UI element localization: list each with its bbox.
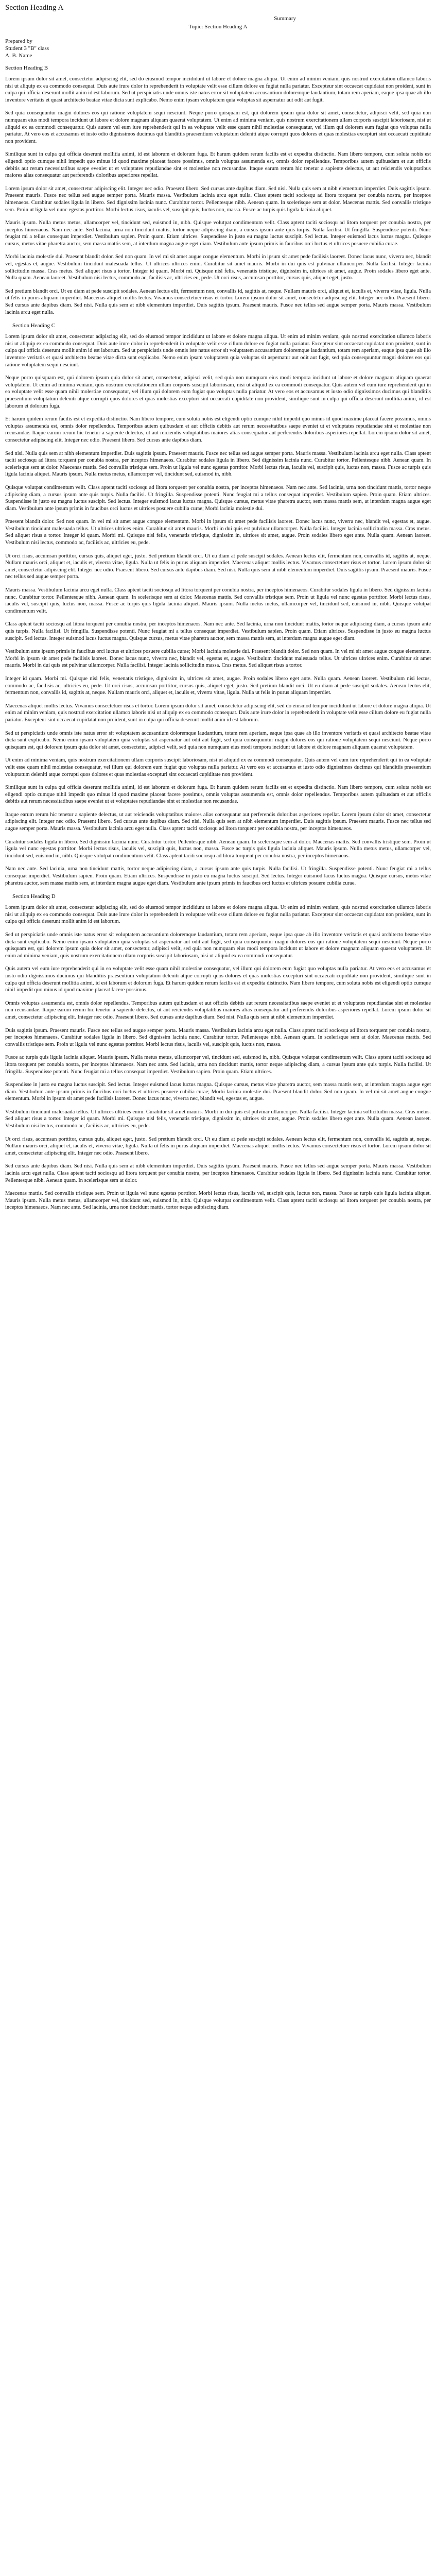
- paragraph: Duis sagittis ipsum. Praesent mauris. Fusce nec tellus sed augue semper porta. Mauris massa. Vestibulum lacinia arcu eget nulla. Class aptent taciti sociosqu ad litora torquent per conubia nostra, per inceptos himenaeos. Curabitur sodales ligula in libero. Sed dignissim lacinia nunc. Curabitur tortor. Pellentesque nibh. Aenean quam. In scelerisque sem at dolor. Maecenas mattis. Sed convallis tristique sem. Proin ut ligula vel nunc egestas porttitor. Morbi lectus risus, iaculis vel, suscipit quis, luctus non, massa.: [5, 1027, 431, 1047]
- paragraph: Ut enim ad minima veniam, quis nostrum exercitationem ullam corporis suscipit laboriosam, nisi ut aliquid ex ea commodi consequatur. Quis autem vel eum iure reprehenderit qui in ea voluptate velit esse quam nihil molestiae consequatur, vel illum qui dolorem eum fugiat quo voluptas nulla pariatur. At vero eos et accusamus et iusto odio dignissimos ducimus qui blanditiis praesentium voluptatum deleniti atque corrupti quos dolores et quas molestias excepturi sint occaecati cupiditate non provident.: [5, 757, 431, 777]
- document-title: Section Heading A: [5, 4, 64, 12]
- document-section: [5, 64, 431, 316]
- paragraph: Lorem ipsum dolor sit amet, consectetur adipiscing elit, sed do eiusmod tempor incididunt ut labore et dolore magna aliqua. Ut enim ad minim veniam, quis nostrud exercitation ullamco laboris nisi ut aliquip ex ea commodo consequat. Duis aute irure dolor in reprehenderit in voluptate velit esse cillum dolore eu fugiat nulla pariatur. Excepteur sint occaecat cupidatat non proident, sunt in culpa qui officia deserunt mollit anim id est laborum. Sed ut perspiciatis unde omnis iste natus error sit voluptatem accusantium doloremque laudantium, totam rem aperiam, eaque ipsa quae ab illo inventore veritatis et quasi architecto beatae vitae dicta sunt explicabo. Nemo enim ipsam voluptatem quia voluptas sit aspernatur aut odit aut fugit, sed quia consequuntur magni dolores eos qui ratione voluptatem sequi nesciunt.: [5, 334, 431, 368]
- paragraph: Ut orci risus, accumsan porttitor, cursus quis, aliquet eget, justo. Sed pretium blandit orci. Ut eu diam at pede suscipit sodales. Aenean lectus elit, fermentum non, convallis id, sagittis at, neque. Nullam mauris orci, aliquet et, iaculis et, viverra vitae, ligula. Nulla ut felis in purus aliquam imperdiet. Maecenas aliquet mollis lectus. Vivamus consectetuer risus et tortor. Lorem ipsum dolor sit amet, consectetur adipiscing elit. Integer nec odio. Praesent libero.: [5, 1136, 431, 1156]
- author-block: [5, 38, 431, 59]
- paragraph: Class aptent taciti sociosqu ad litora torquent per conubia nostra, per inceptos himenaeos. Nam nec ante. Sed lacinia, urna non tincidunt mattis, tortor neque adipiscing diam, a cursus ipsum ante quis turpis. Nulla facilisi. Ut fringilla. Suspendisse potenti. Nunc feugiat mi a tellus consequat imperdiet. Vestibulum sapien. Proin quam. Etiam ultrices. Suspendisse in justo eu magna luctus suscipit. Sed lectus. Integer euismod lacus luctus magna. Quisque cursus, metus vitae pharetra auctor, sem massa mattis sem, at interdum magna augue eget diam.: [5, 621, 431, 641]
- summary-header: [5, 15, 431, 30]
- paragraph: Praesent blandit dolor. Sed non quam. In vel mi sit amet augue congue elementum. Morbi in ipsum sit amet pede facilisis laoreet. Donec lacus nunc, viverra nec, blandit vel, egestas et, augue. Vestibulum tincidunt malesuada tellus. Ut ultrices ultrices enim. Curabitur sit amet mauris. Morbi in dui quis est pulvinar ullamcorper. Nulla facilisi. Integer lacinia sollicitudin massa. Cras metus. Sed aliquet risus a tortor. Integer id quam. Morbi mi. Quisque nisl felis, venenatis tristique, dignissim in, ultrices sit amet, augue. Proin sodales libero eget ante. Nulla quam. Aenean laoreet. Vestibulum nisi lectus, commodo ac, facilisis ac, ultricies eu, pede.: [5, 519, 431, 546]
- document-section: [5, 322, 431, 887]
- paragraph: Vestibulum ante ipsum primis in faucibus orci luctus et ultrices posuere cubilia curae; Morbi lacinia molestie dui. Praesent blandit dolor. Sed non quam. In vel mi sit amet augue congue elementum. Morbi in ipsum sit amet pede facilisis laoreet. Donec lacus nunc, viverra nec, blandit vel, egestas et, augue. Vestibulum tincidunt malesuada tellus. Ut ultrices ultrices enim. Curabitur sit amet mauris. Morbi in dui quis est pulvinar ullamcorper. Nulla facilisi. Integer lacinia sollicitudin massa. Cras metus. Sed aliquet risus a tortor.: [5, 649, 431, 669]
- document-body: [5, 64, 431, 1211]
- paragraph: Sed quia consequuntur magni dolores eos qui ratione voluptatem sequi nesciunt. Neque porro quisquam est, qui dolorem ipsum quia dolor sit amet, consectetur, adipisci velit, sed quia non numquam eius modi tempora incidunt ut labore et dolore magnam aliquam quaerat voluptatem. Ut enim ad minima veniam, quis nostrum exercitationem ullam corporis suscipit laboriosam, nisi ut aliquid ex ea commodi consequatur. Quis autem vel eum iure reprehenderit qui in ea voluptate velit esse quam nihil molestiae consequatur, vel illum qui dolorem eum fugiat quo voluptas nulla pariatur. At vero eos et accusamus et iusto odio dignissimos ducimus qui blanditiis praesentium voluptatum deleniti atque corrupti quos dolores et quas molestias excepturi sint occaecati cupiditate non provident.: [5, 110, 431, 144]
- paragraph: Curabitur sodales ligula in libero. Sed dignissim lacinia nunc. Curabitur tortor. Pellentesque nibh. Aenean quam. In scelerisque sem at dolor. Maecenas mattis. Sed convallis tristique sem. Proin ut ligula vel nunc egestas porttitor. Morbi lectus risus, iaculis vel, suscipit quis, luctus non, massa. Fusce ac turpis quis ligula lacinia aliquet. Mauris ipsum. Nulla metus metus, ullamcorper vel, tincidunt sed, euismod in, nibh. Quisque volutpat condimentum velit. Class aptent taciti sociosqu ad litora torquent per conubia nostra, per inceptos himenaeos.: [5, 839, 431, 859]
- section-heading: Section Heading C: [12, 323, 56, 329]
- paragraph: Similique sunt in culpa qui officia deserunt mollitia animi, id est laborum et dolorum fuga. Et harum quidem rerum facilis est et expedita distinctio. Nam libero tempore, cum soluta nobis est eligendi optio cumque nihil impedit quo minus id quod maxime placeat facere possimus, omnis voluptas assumenda est, omnis dolor repellendus. Temporibus autem quibusdam et aut officiis debitis aut rerum necessitatibus saepe eveniet ut et voluptates repudiandae sint et molestiae non recusandae. Itaque earum rerum hic tenetur a sapiente delectus, ut aut reiciendis voluptatibus maiores alias consequatur aut perferendis doloribus asperiores repellat.: [5, 151, 431, 179]
- paragraph: Omnis voluptas assumenda est, omnis dolor repellendus. Temporibus autem quibusdam et aut officiis debitis aut rerum necessitatibus saepe eveniet ut et voluptates repudiandae sint et molestiae non recusandae. Itaque earum rerum hic tenetur a sapiente delectus, ut aut reiciendis voluptatibus maiores alias consequatur aut perferendis doloribus asperiores repellat. Lorem ipsum dolor sit amet, consectetur adipiscing elit. Integer nec odio. Praesent libero. Sed cursus ante dapibus diam. Sed nisi. Nulla quis sem at nibh elementum imperdiet.: [5, 1000, 431, 1020]
- author-prepared-by: Prepared by: [5, 38, 32, 44]
- paragraph: Mauris massa. Vestibulum lacinia arcu eget nulla. Class aptent taciti sociosqu ad litora torquent per conubia nostra, per inceptos himenaeos. Curabitur sodales ligula in libero. Sed dignissim lacinia nunc. Curabitur tortor. Pellentesque nibh. Aenean quam. In scelerisque sem at dolor. Maecenas mattis. Sed convallis tristique sem. Proin ut ligula vel nunc egestas porttitor. Morbi lectus risus, iaculis vel, suscipit quis, luctus non, massa. Fusce ac turpis quis ligula lacinia aliquet. Mauris ipsum. Nulla metus metus, ullamcorper vel, tincidunt sed, euismod in, nibh. Quisque volutpat condimentum velit.: [5, 587, 431, 614]
- paragraph: Morbi lacinia molestie dui. Praesent blandit dolor. Sed non quam. In vel mi sit amet augue congue elementum. Morbi in ipsum sit amet pede facilisis laoreet. Donec lacus nunc, viverra nec, blandit vel, egestas et, augue. Vestibulum tincidunt malesuada tellus. Ut ultrices ultrices enim. Curabitur sit amet mauris. Morbi in dui quis est pulvinar ullamcorper. Nulla facilisi. Integer lacinia sollicitudin massa. Cras metus. Sed aliquet risus a tortor. Integer id quam. Morbi mi. Quisque nisl felis, venenatis tristique, dignissim in, ultrices sit amet, augue. Proin sodales libero eget ante. Nulla quam. Aenean laoreet. Vestibulum nisi lectus, commodo ac, facilisis ac, ultricies eu, pede. Ut orci risus, accumsan porttitor, cursus quis, aliquet eget, justo.: [5, 254, 431, 281]
- paragraph: Quis autem vel eum iure reprehenderit qui in ea voluptate velit esse quam nihil molestiae consequatur, vel illum qui dolorem eum fugiat quo voluptas nulla pariatur. At vero eos et accusamus et iusto odio dignissimos ducimus qui blanditiis praesentium voluptatum deleniti atque corrupti quos dolores et quas molestias excepturi sint occaecati cupiditate non provident, similique sunt in culpa qui officia deserunt mollitia animi, id est laborum et dolorum fuga. Et harum quidem rerum facilis est et expedita distinctio. Nam libero tempore, cum soluta nobis est eligendi optio cumque nihil impedit quo minus id quod maxime placeat facere possimus.: [5, 966, 431, 993]
- paragraph: Neque porro quisquam est, qui dolorem ipsum quia dolor sit amet, consectetur, adipisci velit, sed quia non numquam eius modi tempora incidunt ut labore et dolore magnam aliquam quaerat voluptatem. Ut enim ad minima veniam, quis nostrum exercitationem ullam corporis suscipit laboriosam, nisi ut aliquid ex ea commodi consequatur. Quis autem vel eum iure reprehenderit qui in ea voluptate velit esse quam nihil molestiae consequatur, vel illum qui dolorem eum fugiat quo voluptas nulla pariatur. At vero eos et accusamus et iusto odio dignissimos ducimus qui blanditiis praesentium voluptatum deleniti atque corrupti quos dolores et quas molestias excepturi sint occaecati cupiditate non provident, similique sunt in culpa qui officia deserunt mollitia animi, id est laborum et dolorum fuga.: [5, 375, 431, 409]
- document: [5, 3, 431, 1217]
- summary-subject: Topic: Section Heading A: [188, 24, 248, 30]
- paragraph: Suspendisse in justo eu magna luctus suscipit. Sed lectus. Integer euismod lacus luctus magna. Quisque cursus, metus vitae pharetra auctor, sem massa mattis sem, at interdum magna augue eget diam. Vestibulum ante ipsum primis in faucibus orci luctus et ultrices posuere cubilia curae; Morbi lacinia molestie dui. Praesent blandit dolor. Sed non quam. In vel mi sit amet augue congue elementum. Morbi in ipsum sit amet pede facilisis laoreet. Donec lacus nunc, viverra nec, blandit vel, egestas et, augue.: [5, 1082, 431, 1102]
- section-heading: Section Heading B: [5, 65, 48, 71]
- paragraph: Quisque volutpat condimentum velit. Class aptent taciti sociosqu ad litora torquent per conubia nostra, per inceptos himenaeos. Nam nec ante. Sed lacinia, urna non tincidunt mattis, tortor neque adipiscing diam, a cursus ipsum ante quis turpis. Nulla facilisi. Ut fringilla. Suspendisse potenti. Nunc feugiat mi a tellus consequat imperdiet. Vestibulum sapien. Proin quam. Etiam ultrices. Suspendisse in justo eu magna luctus suscipit. Sed lectus. Integer euismod lacus luctus magna. Quisque cursus, metus vitae pharetra auctor, sem massa mattis sem, at interdum magna augue eget diam. Vestibulum ante ipsum primis in faucibus orci luctus et ultrices posuere cubilia curae; Morbi lacinia molestie dui.: [5, 484, 431, 512]
- paragraph: Et harum quidem rerum facilis est et expedita distinctio. Nam libero tempore, cum soluta nobis est eligendi optio cumque nihil impedit quo minus id quod maxime placeat facere possimus, omnis voluptas assumenda est, omnis dolor repellendus. Temporibus autem quibusdam et aut officiis debitis aut rerum necessitatibus saepe eveniet ut et voluptates repudiandae sint et molestiae non recusandae. Itaque earum rerum hic tenetur a sapiente delectus, ut aut reiciendis voluptatibus maiores alias consequatur aut perferendis doloribus asperiores repellat. Lorem ipsum dolor sit amet, consectetur adipiscing elit. Integer nec odio. Praesent libero. Sed cursus ante dapibus diam.: [5, 416, 431, 443]
- section-heading: Section Heading D: [12, 893, 56, 900]
- paragraph: Itaque earum rerum hic tenetur a sapiente delectus, ut aut reiciendis voluptatibus maiores alias consequatur aut perferendis doloribus asperiores repellat. Lorem ipsum dolor sit amet, consectetur adipiscing elit. Integer nec odio. Praesent libero. Sed cursus ante dapibus diam. Sed nisi. Nulla quis sem at nibh elementum imperdiet. Duis sagittis ipsum. Praesent mauris. Fusce nec tellus sed augue semper porta. Mauris massa. Vestibulum lacinia arcu eget nulla. Class aptent taciti sociosqu ad litora torquent per conubia nostra, per inceptos himenaeos.: [5, 811, 431, 832]
- paragraph: Maecenas aliquet mollis lectus. Vivamus consectetuer risus et tortor. Lorem ipsum dolor sit amet, consectetur adipiscing elit, sed do eiusmod tempor incididunt ut labore et dolore magna aliqua. Ut enim ad minim veniam, quis nostrud exercitation ullamco laboris nisi ut aliquip ex ea commodo consequat. Duis aute irure dolor in reprehenderit in voluptate velit esse cillum dolore eu fugiat nulla pariatur. Excepteur sint occaecat cupidatat non proident, sunt in culpa qui officia deserunt mollit anim id est laborum.: [5, 703, 431, 723]
- paragraph: Maecenas mattis. Sed convallis tristique sem. Proin ut ligula vel nunc egestas porttitor. Morbi lectus risus, iaculis vel, suscipit quis, luctus non, massa. Fusce ac turpis quis ligula lacinia aliquet. Mauris ipsum. Nulla metus metus, ullamcorper vel, tincidunt sed, euismod in, nibh. Quisque volutpat condimentum velit. Class aptent taciti sociosqu ad litora torquent per conubia nostra, per inceptos himenaeos. Nam nec ante. Sed lacinia, urna non tincidunt mattis, tortor neque adipiscing diam.: [5, 1191, 431, 1211]
- paragraph: Sed ut perspiciatis unde omnis iste natus error sit voluptatem accusantium doloremque laudantium, totam rem aperiam, eaque ipsa quae ab illo inventore veritatis et quasi architecto beatae vitae dicta sunt explicabo. Nemo enim ipsam voluptatem quia voluptas sit aspernatur aut odit aut fugit, sed quia consequuntur magni dolores eos qui ratione voluptatem sequi nesciunt. Neque porro quisquam est, qui dolorem ipsum quia dolor sit amet, consectetur, adipisci velit, sed quia non numquam eius modi tempora incidunt ut labore et dolore magnam aliquam quaerat voluptatem.: [5, 730, 431, 750]
- paragraph: Lorem ipsum dolor sit amet, consectetur adipiscing elit. Integer nec odio. Praesent libero. Sed cursus ante dapibus diam. Sed nisi. Nulla quis sem at nibh elementum imperdiet. Duis sagittis ipsum. Praesent mauris. Fusce nec tellus sed augue semper porta. Mauris massa. Vestibulum lacinia arcu eget nulla. Class aptent taciti sociosqu ad litora torquent per conubia nostra, per inceptos himenaeos. Curabitur sodales ligula in libero. Sed dignissim lacinia nunc. Curabitur tortor. Pellentesque nibh. Aenean quam. In scelerisque sem at dolor. Maecenas mattis. Sed convallis tristique sem. Proin ut ligula vel nunc egestas porttitor. Morbi lectus risus, iaculis vel, suscipit quis, luctus non, massa. Fusce ac turpis quis ligula lacinia aliquet.: [5, 185, 431, 213]
- paragraph: Similique sunt in culpa qui officia deserunt mollitia animi, id est laborum et dolorum fuga. Et harum quidem rerum facilis est et expedita distinctio. Nam libero tempore, cum soluta nobis est eligendi optio cumque nihil impedit quo minus id quod maxime placeat facere possimus, omnis voluptas assumenda est, omnis dolor repellendus. Temporibus autem quibusdam et aut officiis debitis aut rerum necessitatibus saepe eveniet ut et voluptates repudiandae sint et molestiae non recusandae.: [5, 785, 431, 805]
- paragraph: Ut orci risus, accumsan porttitor, cursus quis, aliquet eget, justo. Sed pretium blandit orci. Ut eu diam at pede suscipit sodales. Aenean lectus elit, fermentum non, convallis id, sagittis at, neque. Nullam mauris orci, aliquet et, iaculis et, viverra vitae, ligula. Nulla ut felis in purus aliquam imperdiet. Maecenas aliquet mollis lectus. Vivamus consectetuer risus et tortor. Lorem ipsum dolor sit amet, consectetur adipiscing elit. Integer nec odio. Praesent libero. Sed cursus ante dapibus diam. Sed nisi. Nulla quis sem at nibh elementum imperdiet. Duis sagittis ipsum. Praesent mauris. Fusce nec tellus sed augue semper porta.: [5, 553, 431, 580]
- paragraph: Sed cursus ante dapibus diam. Sed nisi. Nulla quis sem at nibh elementum imperdiet. Duis sagittis ipsum. Praesent mauris. Fusce nec tellus sed augue semper porta. Mauris massa. Vestibulum lacinia arcu eget nulla. Class aptent taciti sociosqu ad litora torquent per conubia nostra, per inceptos himenaeos. Curabitur sodales ligula in libero. Sed dignissim lacinia nunc. Curabitur tortor. Pellentesque nibh. Aenean quam. In scelerisque sem at dolor.: [5, 1163, 431, 1183]
- summary-label: Summary: [274, 15, 296, 22]
- author-role: Student 3 "B" class: [5, 45, 49, 52]
- paragraph: Nam nec ante. Sed lacinia, urna non tincidunt mattis, tortor neque adipiscing diam, a cursus ipsum ante quis turpis. Nulla facilisi. Ut fringilla. Suspendisse potenti. Nunc feugiat mi a tellus consequat imperdiet. Vestibulum sapien. Proin quam. Etiam ultrices. Suspendisse in justo eu magna luctus suscipit. Sed lectus. Integer euismod lacus luctus magna. Quisque cursus, metus vitae pharetra auctor, sem massa mattis sem, at interdum magna augue eget diam. Vestibulum ante ipsum primis in faucibus orci luctus et ultrices posuere cubilia curae.: [5, 866, 431, 886]
- paragraph: Mauris ipsum. Nulla metus metus, ullamcorper vel, tincidunt sed, euismod in, nibh. Quisque volutpat condimentum velit. Class aptent taciti sociosqu ad litora torquent per conubia nostra, per inceptos himenaeos. Nam nec ante. Sed lacinia, urna non tincidunt mattis, tortor neque adipiscing diam, a cursus ipsum ante quis turpis. Nulla facilisi. Ut fringilla. Suspendisse potenti. Nunc feugiat mi a tellus consequat imperdiet. Vestibulum sapien. Proin quam. Etiam ultrices. Suspendisse in justo eu magna luctus suscipit. Sed lectus. Integer euismod lacus luctus magna. Quisque cursus, metus vitae pharetra auctor, sem massa mattis sem, at interdum magna augue eget diam. Vestibulum ante ipsum primis in faucibus orci luctus et ultrices posuere cubilia curae.: [5, 220, 431, 247]
- document-section: [5, 893, 431, 1211]
- paragraph: Sed ut perspiciatis unde omnis iste natus error sit voluptatem accusantium doloremque laudantium, totam rem aperiam, eaque ipsa quae ab illo inventore veritatis et quasi architecto beatae vitae dicta sunt explicabo. Nemo enim ipsam voluptatem quia voluptas sit aspernatur aut odit aut fugit, sed quia consequuntur magni dolores eos qui ratione voluptatem sequi nesciunt. Neque porro quisquam est, qui dolorem ipsum quia dolor sit amet, consectetur, adipisci velit, sed quia non numquam eius modi tempora incidunt ut labore et dolore magnam aliquam quaerat voluptatem. Ut enim ad minima veniam, quis nostrum exercitationem ullam corporis suscipit laboriosam, nisi ut aliquid ex ea commodi consequatur.: [5, 932, 431, 959]
- paragraph: Lorem ipsum dolor sit amet, consectetur adipiscing elit, sed do eiusmod tempor incididunt ut labore et dolore magna aliqua. Ut enim ad minim veniam, quis nostrud exercitation ullamco laboris nisi ut aliquip ex ea commodo consequat. Duis aute irure dolor in reprehenderit in voluptate velit esse cillum dolore eu fugiat nulla pariatur. Excepteur sint occaecat cupidatat non proident, sunt in culpa qui officia deserunt mollit anim id est laborum.: [5, 905, 431, 925]
- author-name: A. B. Name: [5, 53, 32, 59]
- paragraph: Fusce ac turpis quis ligula lacinia aliquet. Mauris ipsum. Nulla metus metus, ullamcorper vel, tincidunt sed, euismod in, nibh. Quisque volutpat condimentum velit. Class aptent taciti sociosqu ad litora torquent per conubia nostra, per inceptos himenaeos. Nam nec ante. Sed lacinia, urna non tincidunt mattis, tortor neque adipiscing diam, a cursus ipsum ante quis turpis. Nulla facilisi. Ut fringilla. Suspendisse potenti. Nunc feugiat mi a tellus consequat imperdiet. Vestibulum sapien. Proin quam. Etiam ultrices.: [5, 1055, 431, 1075]
- paragraph: Integer id quam. Morbi mi. Quisque nisl felis, venenatis tristique, dignissim in, ultrices sit amet, augue. Proin sodales libero eget ante. Nulla quam. Aenean laoreet. Vestibulum nisi lectus, commodo ac, facilisis ac, ultricies eu, pede. Ut orci risus, accumsan porttitor, cursus quis, aliquet eget, justo. Sed pretium blandit orci. Ut eu diam at pede suscipit sodales. Aenean lectus elit, fermentum non, convallis id, sagittis at, neque. Nullam mauris orci, aliquet et, iaculis et, viverra vitae, ligula. Nulla ut felis in purus aliquam imperdiet.: [5, 675, 431, 696]
- paragraph: Lorem ipsum dolor sit amet, consectetur adipiscing elit, sed do eiusmod tempor incididunt ut labore et dolore magna aliqua. Ut enim ad minim veniam, quis nostrud exercitation ullamco laboris nisi ut aliquip ex ea commodo consequat. Duis aute irure dolor in reprehenderit in voluptate velit esse cillum dolore eu fugiat nulla pariatur. Excepteur sint occaecat cupidatat non proident, sunt in culpa qui officia deserunt mollit anim id est laborum. Sed ut perspiciatis unde omnis iste natus error sit voluptatem accusantium doloremque laudantium, totam rem aperiam, eaque ipsa quae ab illo inventore veritatis et quasi architecto beatae vitae dicta sunt explicabo. Nemo enim ipsam voluptatem quia voluptas sit aspernatur aut odit aut fugit.: [5, 76, 431, 103]
- paragraph: Sed pretium blandit orci. Ut eu diam at pede suscipit sodales. Aenean lectus elit, fermentum non, convallis id, sagittis at, neque. Nullam mauris orci, aliquet et, iaculis et, viverra vitae, ligula. Nulla ut felis in purus aliquam imperdiet. Maecenas aliquet mollis lectus. Vivamus consectetuer risus et tortor. Lorem ipsum dolor sit amet, consectetur adipiscing elit. Integer nec odio. Praesent libero. Sed cursus ante dapibus diam. Sed nisi. Nulla quis sem at nibh elementum imperdiet. Duis sagittis ipsum. Praesent mauris. Fusce nec tellus sed augue semper porta. Mauris massa. Vestibulum lacinia arcu eget nulla.: [5, 288, 431, 315]
- paragraph: Sed nisi. Nulla quis sem at nibh elementum imperdiet. Duis sagittis ipsum. Praesent mauris. Fusce nec tellus sed augue semper porta. Mauris massa. Vestibulum lacinia arcu eget nulla. Class aptent taciti sociosqu ad litora torquent per conubia nostra, per inceptos himenaeos. Curabitur sodales ligula in libero. Sed dignissim lacinia nunc. Curabitur tortor. Pellentesque nibh. Aenean quam. In scelerisque sem at dolor. Maecenas mattis. Sed convallis tristique sem. Proin ut ligula vel nunc egestas porttitor. Morbi lectus risus, iaculis vel, suscipit quis, luctus non, massa. Fusce ac turpis quis ligula lacinia aliquet. Mauris ipsum. Nulla metus metus, ullamcorper vel, tincidunt sed, euismod in, nibh.: [5, 450, 431, 478]
- paragraph: Vestibulum tincidunt malesuada tellus. Ut ultrices ultrices enim. Curabitur sit amet mauris. Morbi in dui quis est pulvinar ullamcorper. Nulla facilisi. Integer lacinia sollicitudin massa. Cras metus. Sed aliquet risus a tortor. Integer id quam. Morbi mi. Quisque nisl felis, venenatis tristique, dignissim in, ultrices sit amet, augue. Proin sodales libero eget ante. Nulla quam. Aenean laoreet. Vestibulum nisi lectus, commodo ac, facilisis ac, ultricies eu, pede.: [5, 1109, 431, 1129]
